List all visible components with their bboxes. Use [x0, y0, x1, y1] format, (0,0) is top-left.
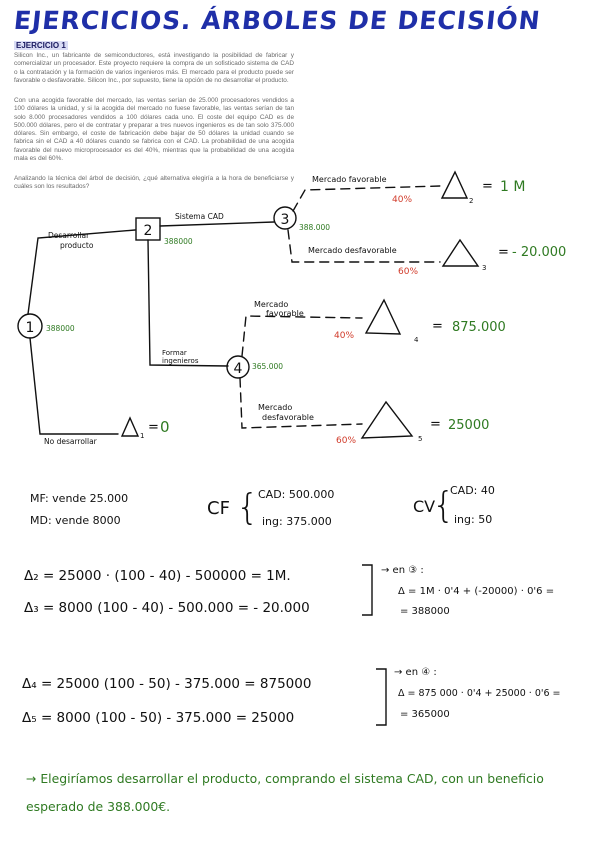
problem-paragraph-2: Con una acogida favorable del mercado, las ventas serían de 25.000 procesadores vendidos a 100 dólares la unidad, y si la acogida del mercado no fuese favorable, las ventas serían de tan solo 8.000 procesadores vendidos a 100 dólares cada uno. El coste del equipo CAD es de 500.000 dólares, pero el de contratar y preparar a tres nuevos ingenieros es de tan solo 375.000 dólares. Sin embargo, el coste de fabricación debe bajar de 50 dólares la unidad cuando se fabrica sin el CAD a 40 dólares cuando se fabrica con el CAD. La probabilidad de una acogida favorable del nuevo microprocesador es del 40%, mientras que la probabilidad de una acogida mala es del 60%. — [14, 97, 294, 163]
bracket-2 — [374, 666, 390, 728]
branch-engineers-line — [148, 240, 228, 366]
outcome-triangle-1 — [122, 418, 138, 436]
bracket-1 — [360, 562, 376, 618]
svg-text:=: = — [498, 245, 509, 260]
outcome-2-subscript: 2 — [469, 197, 474, 205]
branch-develop-label-2: producto — [60, 241, 94, 250]
node-2-value: 388000 — [164, 237, 193, 246]
branch-cad-label: Sistema CAD — [175, 212, 224, 221]
node4-unfavorable-label-2: desfavorable — [262, 413, 314, 422]
calc-delta-5: Δ₅ = 8000 (100 - 50) - 375.000 = 25000 — [22, 710, 295, 726]
svg-text:=: = — [432, 319, 443, 334]
note-md: MD: vende 8000 — [30, 514, 121, 527]
calc-delta-2: Δ₂ = 25000 · (100 - 40) - 500000 = 1M. — [24, 568, 291, 584]
calc-node-4-formula: Δ = 875 000 · 0'4 + 25000 · 0'6 = — [398, 688, 561, 699]
branch-cad-line — [160, 222, 274, 226]
outcome-4-value: 875.000 — [452, 320, 506, 335]
node-1-value: 388000 — [46, 324, 75, 333]
note-cv-ing: ing: 50 — [454, 513, 493, 526]
calc-node-4-result: = 365000 — [400, 709, 450, 720]
outcome-2-value: 1 M — [500, 179, 526, 195]
svg-text:=: = — [482, 179, 493, 194]
node-1-label: 1 — [25, 320, 35, 336]
node4-unfavorable-label-1: Mercado — [258, 403, 293, 412]
outcome-3-value: - 20.000 — [512, 245, 567, 260]
calc-in-node-3: → en ③ : — [381, 565, 424, 576]
svg-text:=: = — [148, 420, 159, 435]
branch-no-develop-line — [30, 338, 118, 434]
outcome-4-subscript: 4 — [414, 336, 419, 344]
outcome-triangle-5 — [362, 402, 412, 438]
node-4-label: 4 — [233, 361, 243, 377]
node-3-label: 3 — [280, 212, 290, 228]
outcome-1-subscript: 1 — [140, 432, 145, 440]
prob-node3-favorable: 40% — [392, 195, 413, 205]
note-cf-ing: ing: 375.000 — [262, 515, 332, 528]
node3-favorable-label: Mercado favorable — [312, 175, 387, 184]
calc-delta-3: Δ₃ = 8000 (100 - 40) - 500.000 = - 20.000 — [24, 600, 310, 616]
branch-engineers-label-2: ingenieros — [162, 357, 199, 365]
outcome-5-subscript: 5 — [418, 435, 423, 443]
branch-develop-label-1: Desarrollar — [48, 231, 90, 240]
node-3-value: 388.000 — [299, 223, 331, 232]
node4-favorable-label-2: favorable — [266, 309, 304, 318]
outcome-triangle-4 — [366, 300, 400, 334]
branch-engineers-label-1: Formar — [162, 349, 187, 357]
branch-no-develop-label: No desarrollar — [44, 437, 97, 446]
node3-unfavorable-label: Mercado desfavorable — [308, 246, 397, 255]
prob-node3-unfavorable: 60% — [398, 267, 419, 277]
note-cf: CF — [207, 498, 230, 519]
page-title: EJERCICIOS. ÁRBOLES DE DECISIÓN — [12, 6, 543, 35]
problem-paragraph-1: Silicon Inc., un fabricante de semiconductores, está investigando la posibilidad de fabricar y comercializar un procesador. Este proyecto requiere la compra de un sofisticado sistema de CAD o la contratación y la formación de varios ingenieros más. El mercado para el producto puede ser favorable o desfavorable. Silicon Inc., por supuesto, tiene la opción de no desarrollar el producto. — [14, 52, 294, 84]
note-mf: MF: vende 25.000 — [30, 492, 129, 505]
conclusion-text: → Elegiríamos desarrollar el producto, comprando el sistema CAD, con un beneficio esperado de 388.000€. — [26, 771, 544, 814]
calc-node-3-result: = 388000 — [400, 606, 450, 617]
calc-delta-4: Δ₄ = 25000 (100 - 50) - 375.000 = 875000 — [22, 676, 312, 692]
node-2-label: 2 — [143, 223, 153, 239]
outcome-triangle-2 — [442, 172, 467, 198]
calc-node-3-formula: Δ = 1M · 0'4 + (-20000) · 0'6 = — [398, 586, 555, 597]
outcome-triangle-3 — [443, 240, 478, 266]
svg-text:=: = — [430, 417, 441, 432]
outcome-3-subscript: 3 — [482, 264, 487, 272]
note-cv: CV — [413, 497, 436, 516]
node-4-value: 365.000 — [252, 362, 284, 371]
branch-node3-favorable — [293, 186, 440, 211]
note-cv-cad: CAD: 40 — [450, 484, 495, 497]
calc-in-node-4: → en ④ : — [394, 667, 437, 678]
prob-node4-unfavorable: 60% — [336, 436, 357, 446]
prob-node4-favorable: 40% — [334, 331, 355, 341]
problem-question: Analizando la técnica del árbol de decisión, ¿qué alternativa elegiría a la hora de beneficiarse y cuáles son los resultados? — [14, 175, 294, 191]
exercise-label: EJERCICIO 1 — [16, 41, 66, 50]
node4-favorable-label-1: Mercado — [254, 300, 289, 309]
outcome-1-value: 0 — [160, 418, 170, 436]
note-cf-cad: CAD: 500.000 — [258, 488, 335, 501]
outcome-5-value: 25000 — [448, 418, 490, 433]
